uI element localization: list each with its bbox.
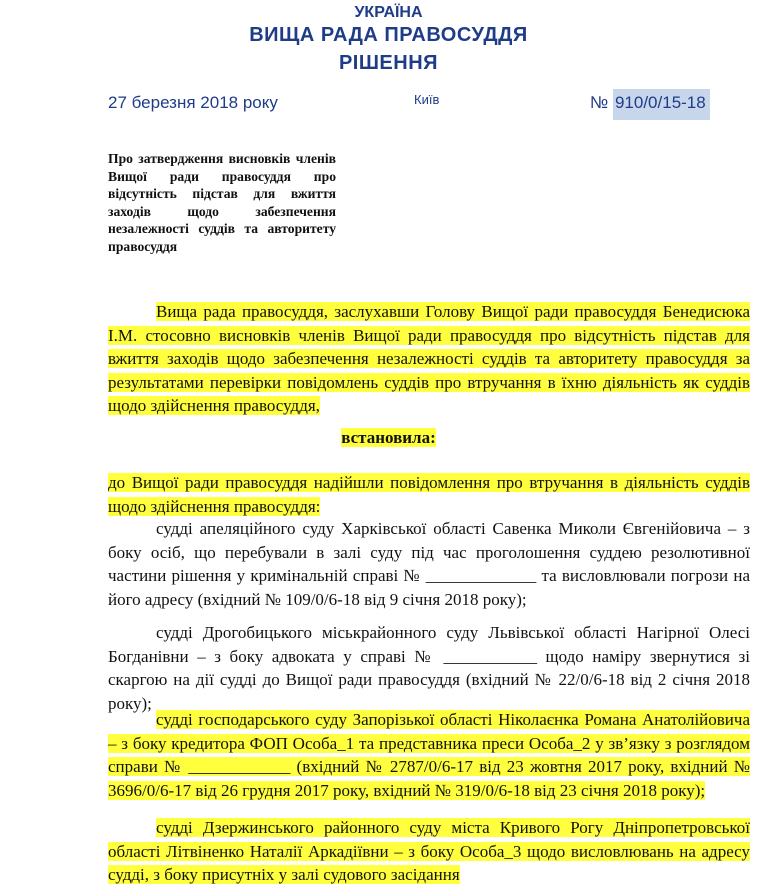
list-item [108, 708, 750, 802]
decision-heading: РІШЕННЯ [338, 52, 439, 74]
intro-paragraph [108, 300, 750, 418]
list-item: судді апеляційного суду Харківської області Савенка Миколи Євгенійовича – з боку осіб, що перебували в залі суду під час проголошення суддею резолютивної частини рішення у кримінальній справі № _____________ та висловлювали погрози на його адресу (вхідний № 109/0/6-18 від 9 січня 2018 року); [108, 519, 750, 609]
number-prefix: № [590, 93, 613, 112]
decision-city: Київ [414, 92, 440, 107]
intro-text: Вища рада правосуддя, заслухавши Голову Вищої ради правосуддя Бенедисюка І.М. стосовно висновків членів Вищої ради правосуддя про відсутність підстав для вжиття заходів щодо забезпечення незалежності суддів та авторитету правосуддя за результатами перевірки повідомлень суддів про втручання в їхню діяльність як суддів щодо здійснення правосуддя, [108, 302, 750, 415]
list-item [108, 816, 750, 887]
received-text: до Вищої ради правосуддя надійшли повідомлення про втручання в діяльність суддів щодо здійснення правосуддя: [108, 473, 750, 516]
list-item-text: судді господарського суду Запорізької області Ніколаєнка Романа Анатолійовича – з боку кредитора ФОП Особа_1 та представника преси Особа_2 у зв’язку з розглядом справи № ____________ (вхідний № 2787/0/6-17 від 23 жовтня 2017 року, вхідний № 3696/0/6-17 від 26 грудня 2017 року, вхідний № 319/0/6-18 від 23 січня 2018 року); [108, 710, 750, 800]
list-item-text: судді Дзержинського районного суду міста Кривого Рогу Дніпропетровської області Літвіненко Наталії Аркадіївни – з боку Особа_3 щодо висловлювань на адресу судді, з боку присутніх у залі судового засідання [108, 818, 750, 884]
council-heading: ВИЩА РАДА ПРАВОСУДДЯ [249, 24, 528, 46]
received-paragraph [108, 471, 750, 518]
decision-number [590, 86, 710, 126]
country-heading: УКРАЇНА [354, 4, 423, 21]
number-value: 910/0/15-18 [613, 89, 710, 120]
decision-date: 27 березня 2018 року [108, 93, 278, 112]
list-item: судді Дрогобицького міськрайонного суду Львівської області Нагірної Олесі Богданівни – з боку адвоката у справі № ___________ щодо наміру звернутися зі скаргою на дії судді до Вищої ради правосуддя (вхідний № 22/0/6-18 від 2 січня 2018 року); [108, 623, 750, 713]
established-text: встановила: [341, 428, 436, 447]
established-heading [0, 428, 777, 448]
decision-subject: Про затвердження висновків членів Вищої ради правосуддя про відсутність підстав для вжиття заходів щодо забезпечення незалежності суддів та авторитету правосуддя [108, 151, 336, 254]
